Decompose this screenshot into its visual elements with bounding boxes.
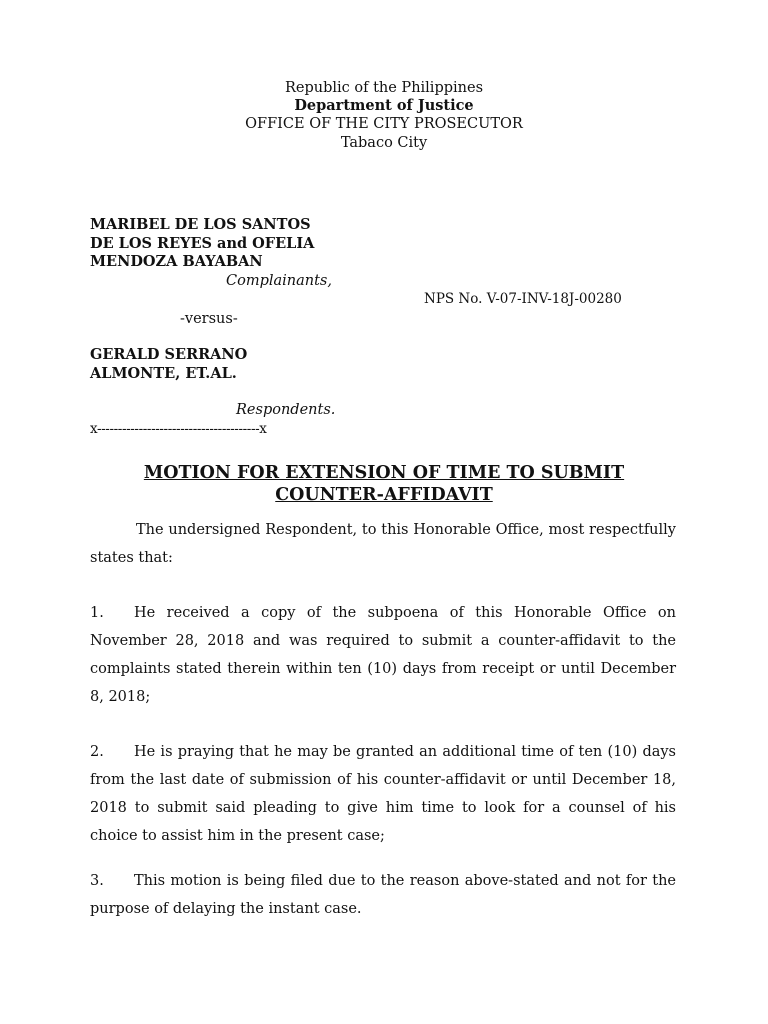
motion-title-line-1: MOTION FOR EXTENSION OF TIME TO SUBMIT [143, 463, 625, 483]
complainant-line-1: MARIBEL DE LOS SANTOS [90, 216, 311, 233]
item-number: 3. [90, 873, 104, 889]
complainant-line-2: DE LOS REYES and OFELIA [90, 235, 315, 252]
item-number: 2. [90, 744, 104, 760]
respondents-label: Respondents. [236, 402, 336, 418]
numbered-paragraph-1 [90, 599, 676, 711]
header-city: Tabaco City [340, 135, 428, 151]
intro-text: The undersigned Respondent, to this Honorable Office, most respectfully states that: [90, 522, 676, 566]
motion-title-line-2: COUNTER-AFFIDAVIT [275, 485, 493, 505]
versus-label: -versus- [180, 311, 238, 327]
header-republic: Republic of the Philippines [284, 80, 484, 96]
header-department: Department of Justice [294, 97, 474, 114]
item-number: 1. [90, 605, 104, 621]
item-text: He received a copy of the subpoena of this Honorable Office on November 28, 2018 and was required to submit a counter-affidavit to the complaints stated therein within ten (10) days from receipt or until December 8, 2018; [90, 605, 676, 705]
numbered-paragraph-2 [90, 738, 676, 850]
item-text: This motion is being filed due to the reason above-stated and not for the purpose of delaying the instant case. [90, 873, 676, 917]
numbered-paragraph-3 [90, 867, 676, 923]
intro-paragraph [90, 516, 676, 572]
complainant-line-3: MENDOZA BAYABAN [90, 253, 263, 270]
case-number: NPS No. V-07-INV-18J-00280 [424, 291, 622, 307]
header-office: OFFICE OF THE CITY PROSECUTOR [245, 116, 523, 132]
respondent-line-2: ALMONTE, ET.AL. [90, 365, 237, 382]
complainants-label: Complainants, [226, 273, 332, 289]
caption-separator: x---------------------------------------x [90, 421, 267, 437]
item-text: He is praying that he may be granted an additional time of ten (10) days from the last date of submission of his counter-affidavit or until December 18, 2018 to submit said pleading to give him time to look for a counsel of his choice to assist him in the present case; [90, 744, 676, 844]
respondent-line-1: GERALD SERRANO [90, 346, 248, 363]
